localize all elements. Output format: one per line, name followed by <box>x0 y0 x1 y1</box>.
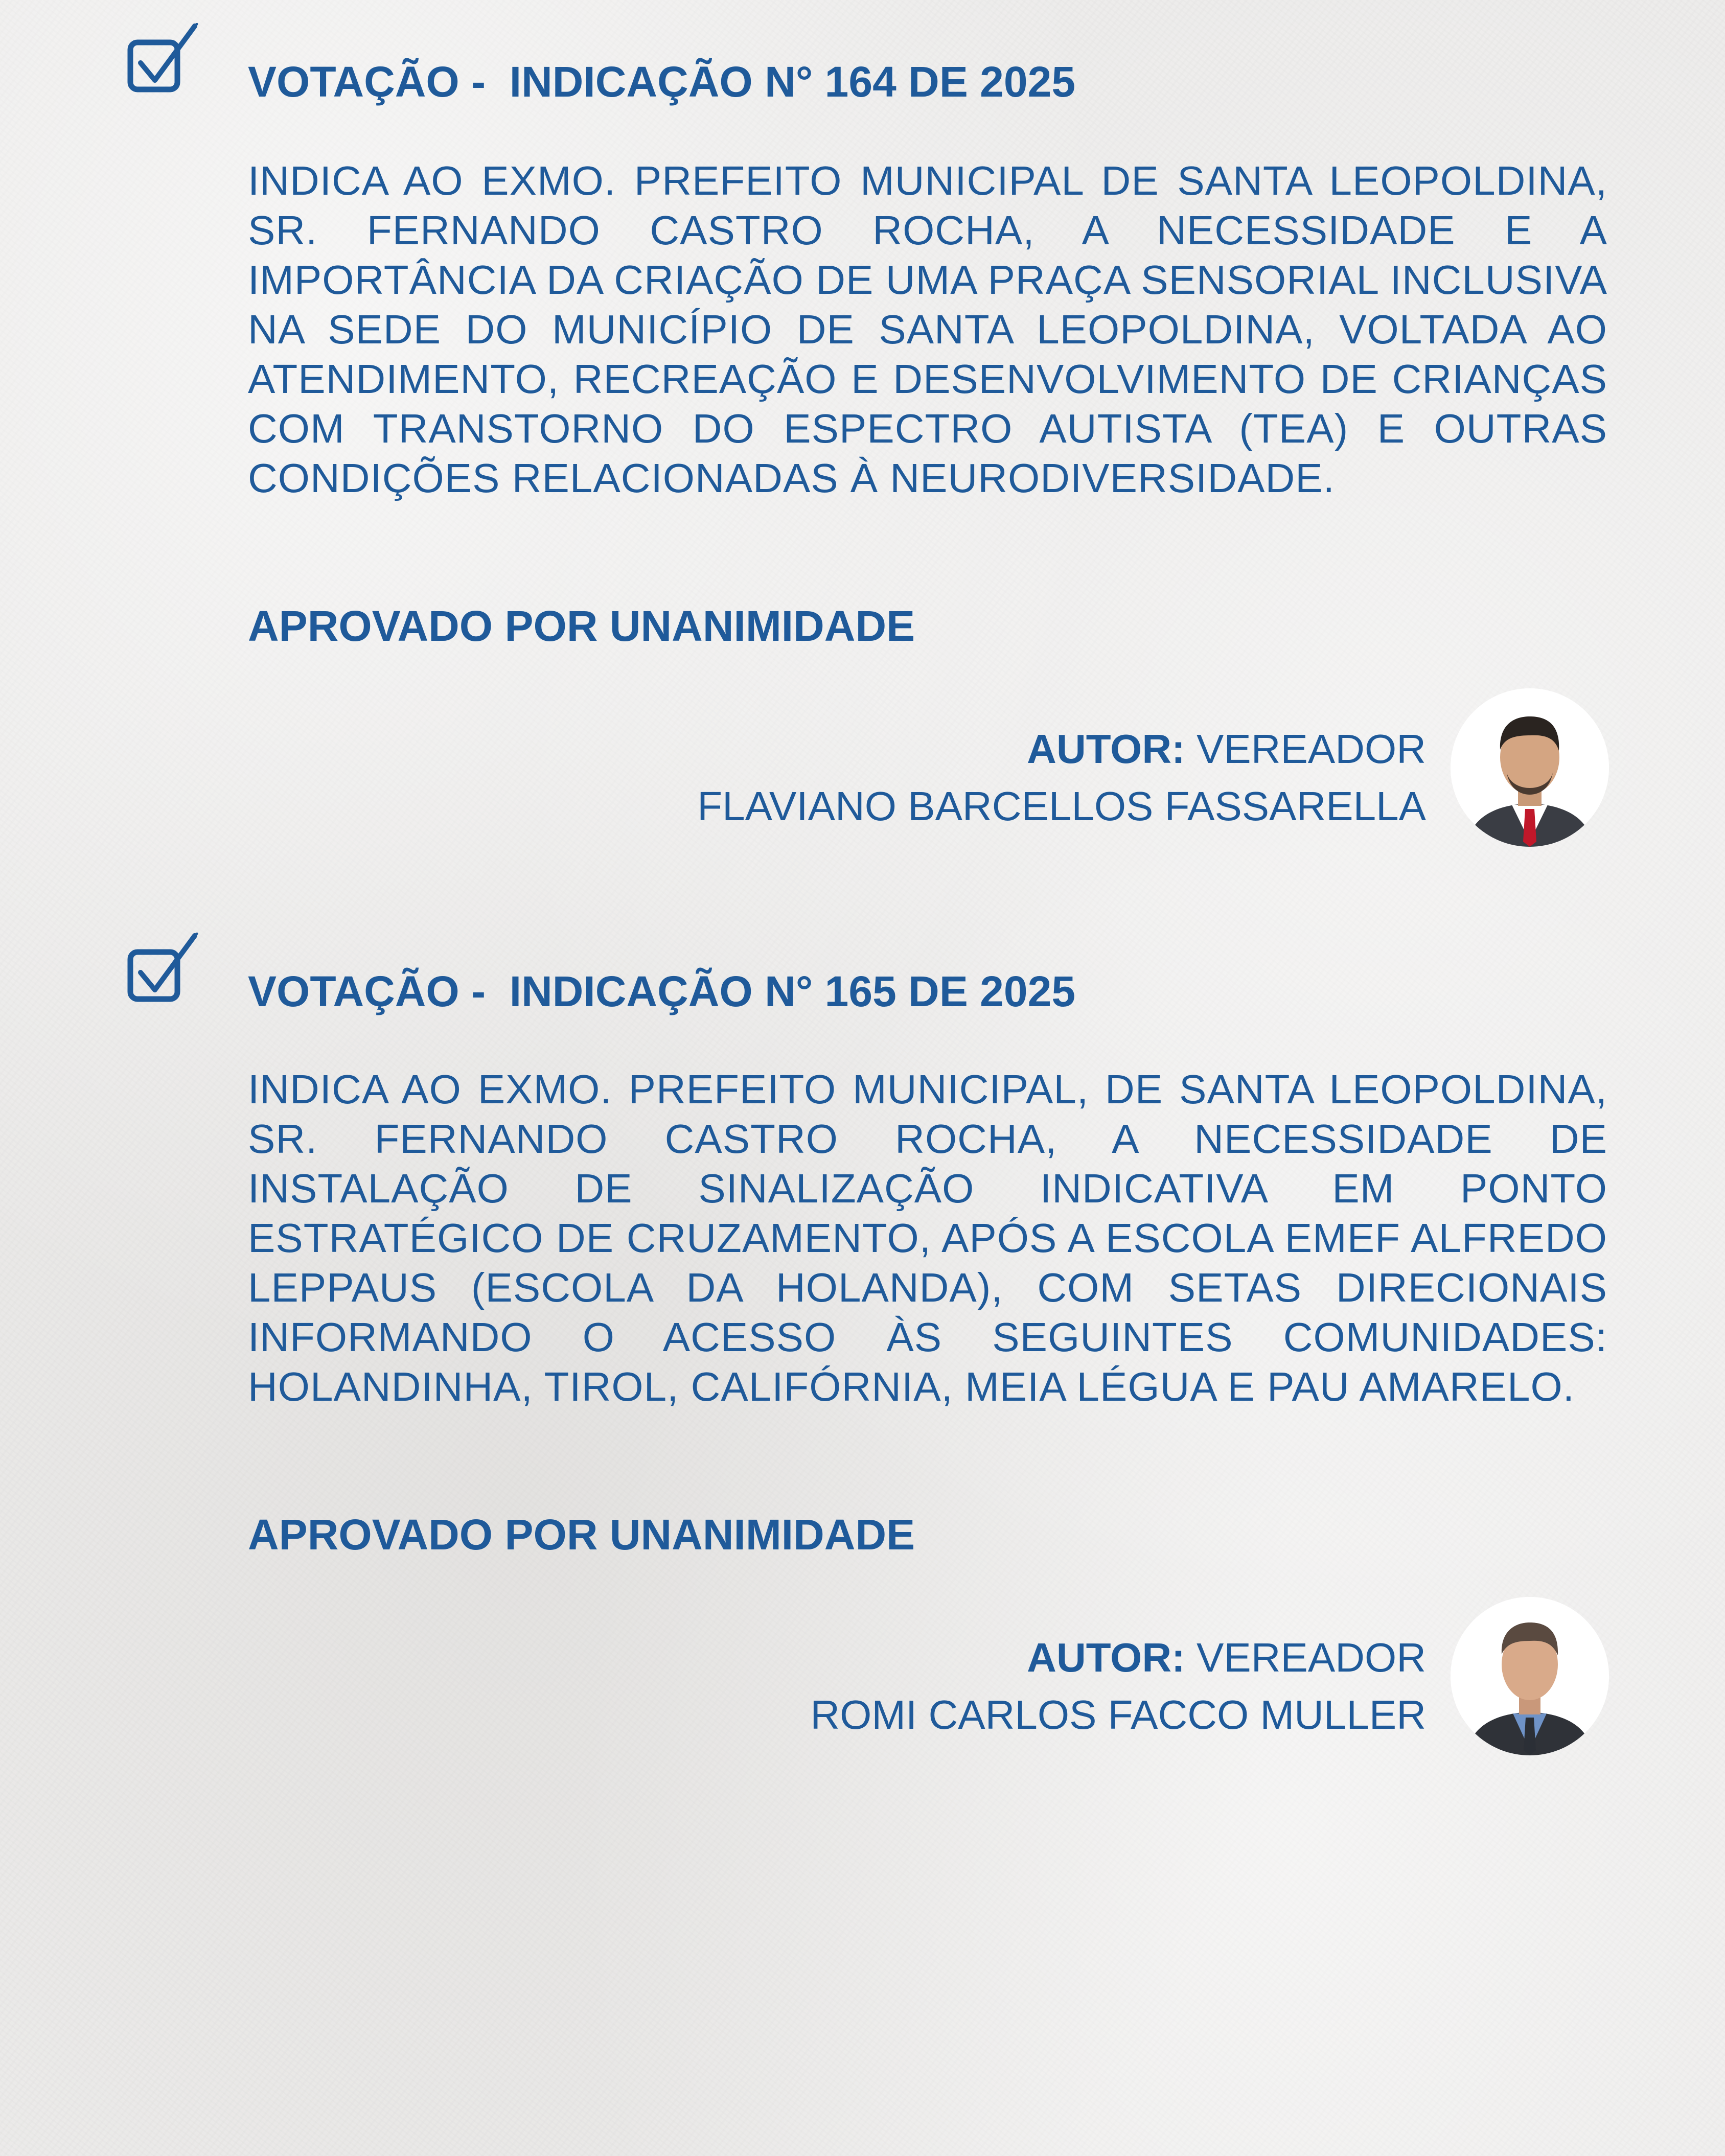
author-name: FLAVIANO BARCELLOS FASSARELLA <box>697 783 1426 829</box>
author-name: ROMI CARLOS FACCO MULLER <box>810 1692 1426 1737</box>
approval-status: APROVADO POR UNANIMIDADE <box>248 1511 915 1559</box>
indicacao-title: VOTAÇÃO - INDICAÇÃO N° 164 DE 2025 <box>248 58 1076 106</box>
indicacao-title: VOTAÇÃO - INDICAÇÃO N° 165 DE 2025 <box>248 967 1076 1015</box>
author-line <box>199 721 1426 778</box>
checkbox-checked-icon <box>125 23 202 100</box>
checkbox-checked-icon <box>125 933 202 1009</box>
author-role: VEREADOR <box>1197 726 1426 772</box>
author-avatar <box>1451 1597 1609 1755</box>
author-block <box>199 721 1426 835</box>
author-line <box>199 1629 1426 1686</box>
author-avatar <box>1451 688 1609 847</box>
approval-status: APROVADO POR UNANIMIDADE <box>248 602 915 650</box>
indicacao-description: INDICA AO EXMO. PREFEITO MUNICIPAL DE SANTA LEOPOLDINA, SR. FERNANDO CASTRO ROCHA, A NECESSIDADE E A IMPORTÂNCIA DA CRIAÇÃO DE UMA PRAÇA SENSORIAL INCLUSIVA NA SEDE DO MUNICÍPIO DE SANTA LEOPOLDINA, VOLTADA AO ATENDIMENTO, RECREAÇÃO E DESENVOLVIMENTO DE CRIANÇAS COM TRANSTORNO DO ESPECTRO AUTISTA (TEA) E OUTRAS CONDIÇÕES RELACIONADAS À NEURODIVERSIDADE. <box>248 158 1607 501</box>
author-role: VEREADOR <box>1197 1635 1426 1680</box>
author-label: AUTOR: <box>1027 1635 1185 1680</box>
indicacao-description: INDICA AO EXMO. PREFEITO MUNICIPAL, DE SANTA LEOPOLDINA, SR. FERNANDO CASTRO ROCHA, A NECESSIDADE DE INSTALAÇÃO DE SINALIZAÇÃO INDICATIVA EM PONTO ESTRATÉGICO DE CRUZAMENTO, APÓS A ESCOLA EMEF ALFREDO LEPPAUS (ESCOLA DA HOLANDA), COM SETAS DIRECIONAIS INFORMANDO O ACESSO ÀS SEGUINTES COMUNIDADES: HOLANDINHA, TIROL, CALIFÓRNIA, MEIA LÉGUA E PAU AMARELO. <box>248 1067 1607 1409</box>
author-label: AUTOR: <box>1027 726 1185 772</box>
author-block <box>199 1629 1426 1744</box>
